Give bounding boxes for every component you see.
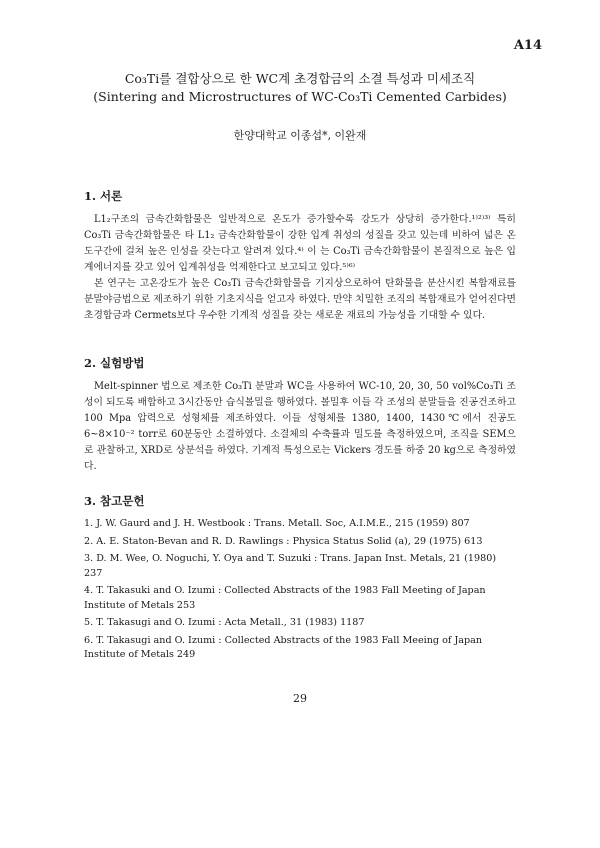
section-heading-references: 3. 참고문헌 bbox=[84, 494, 145, 508]
reference-item: 6. T. Takasugi and O. Izumi : Collected Abstracts of the 1983 Fall Meeing of Japan Institute of Metals 249 bbox=[84, 634, 483, 660]
section-heading-introduction: 1. 서론 bbox=[84, 189, 123, 203]
section-methods bbox=[84, 355, 516, 475]
reference-item: 5. T. Takasugi and O. Izumi : Acta Metall., 31 (1983) 1187 bbox=[84, 617, 365, 628]
page-number: 29 bbox=[293, 692, 307, 705]
authors: 한양대학교 이종섭*, 이완재 bbox=[233, 129, 367, 142]
reference-item: 3. D. M. Wee, O. Noguchi, Y. Oya and T. Suzuki : Trans. Japan Inst. Metals, 21 (1980) 237 bbox=[84, 553, 497, 579]
intro-paragraph-1: L1₂구조의 금속간화합물은 일반적으로 온도가 증가할수록 강도가 상당히 증가한다.¹⁾²⁾³⁾ 특히 Co₃Ti 금속간화합물은 타 L1₂ 금속간화합물이 강한 입계 취성의 성질을 갖고 있는데 비하여 넓은 온도구간에 걸쳐 높은 인성을 갖는다고 알려져 있다.⁴⁾ 이 는 Co₃Ti 금속간화합물이 본질적으로 높은 입계에너지를 갖고 있어 입계취성을 억제한다고 보고되고 있다.⁵⁾⁶⁾ bbox=[84, 214, 516, 273]
title-korean: Co₃Ti를 결합상으로 한 WC계 초경합금의 소결 특성과 미세조직 bbox=[124, 71, 476, 86]
title-block bbox=[60, 70, 540, 106]
reference-item: 1. J. W. Gaurd and J. H. Westbook : Trans. Metall. Soc, A.I.M.E., 215 (1959) 807 bbox=[84, 518, 470, 529]
reference-list bbox=[84, 517, 516, 663]
section-heading-methods: 2. 실험방법 bbox=[84, 356, 145, 370]
methods-paragraph-1: Melt-spinner 법으로 제조한 Co₃Ti 분말과 WC을 사용하여 WC-10, 20, 30, 50 vol%Co₃Ti 조성이 되도록 배합하고 3시간동안 습식볼밀을 행하였다. 볼밀후 이들 각 조성의 분말들을 진공건조하고 100 Mpa 압력으로 성형체를 제조하였다. 이들 성형체를 1380, 1400, 1430℃에서 진공도 6~8×10⁻² torr로 60분동안 소결하였다. 소결체의 수축률과 밀도를 측정하였으며, 조직을 SEM으로 관찰하고, XRD로 상분석을 하였다. 기계적 특성으로는 Vickers 경도를 하중 20 kg으로 측정하였다. bbox=[84, 381, 516, 472]
title-english: (Sintering and Microstructures of WC-Co₃Ti Cemented Carbides) bbox=[93, 89, 507, 104]
section-references bbox=[84, 493, 516, 666]
reference-item: 2. A. E. Staton-Bevan and R. D. Rawlings : Physica Status Solid (a), 29 (1975) 613 bbox=[84, 535, 483, 547]
reference-item: 4. T. Takasuki and O. Izumi : Collected Abstracts of the 1983 Fall Meeting of Japan Institute of Metals 253 bbox=[84, 585, 486, 611]
section-introduction bbox=[84, 188, 516, 324]
intro-paragraph-2: 본 연구는 고온강도가 높은 Co₃Ti 금속간화합물을 기지상으로하여 탄화물을 분산시킨 복합재료를 분말야금법으로 제조하기 위한 기초지식을 얻고자 하였다. 만약 치밀한 조직의 복합재료가 얻어진다면 초경합금과 Cermets보다 우수한 기계적 성질을 갖는 새로운 재료의 가능성을 기대할 수 있다. bbox=[84, 278, 516, 321]
page-id: A14 bbox=[513, 38, 542, 53]
